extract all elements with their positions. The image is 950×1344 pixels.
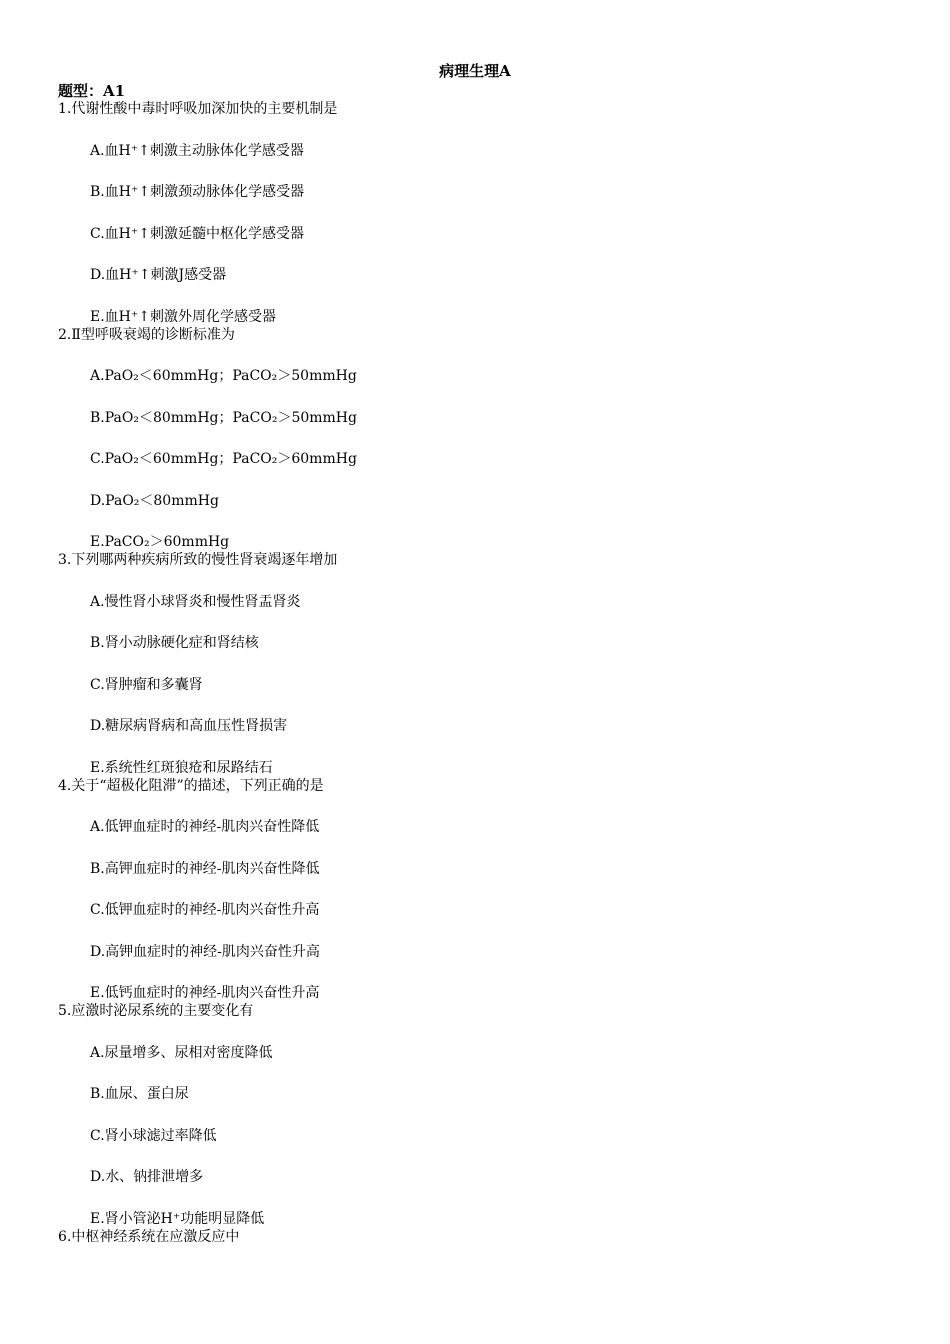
question-stem: 4.关于“超极化阻滞”的描述，下列正确的是 (58, 777, 324, 794)
answer-option: B.血尿、蛋白尿 (90, 1086, 189, 1102)
answer-option: D.水、钠排泄增多 (90, 1169, 204, 1185)
question-6 (58, 1228, 918, 1246)
answer-option: C.PaO₂＜60mmHg；PaCO₂＞60mmHg (90, 451, 357, 467)
document-title: 病理生理A (439, 62, 511, 80)
answer-option: E.低钙血症时的神经-肌肉兴奋性升高 (90, 985, 320, 1001)
question-stem: 6.中枢神经系统在应激反应中 (58, 1228, 240, 1245)
answer-option: E.PaCO₂＞60mmHg (90, 534, 230, 550)
option-list (58, 593, 918, 777)
option-list (58, 1044, 918, 1228)
question-4 (58, 777, 918, 1003)
question-3 (58, 551, 918, 777)
option-list (58, 367, 918, 551)
answer-option: C.肾小球滤过率降低 (90, 1127, 217, 1144)
answer-option: C.低钾血症时的神经-肌肉兴奋性升高 (90, 902, 320, 918)
option-list (58, 142, 918, 326)
question-5 (58, 1002, 918, 1228)
answer-option: A.PaO₂＜60mmHg；PaCO₂＞50mmHg (90, 368, 357, 384)
answer-option: A.血H⁺↑刺激主动脉体化学感受器 (90, 142, 304, 159)
question-list (58, 100, 918, 1246)
answer-option: E.血H⁺↑刺激外周化学感受器 (90, 308, 276, 325)
answer-option: E.系统性红斑狼疮和尿路结石 (90, 759, 273, 776)
answer-option: B.PaO₂＜80mmHg；PaCO₂＞50mmHg (90, 409, 357, 426)
question-type-label: 题型：A1 (58, 82, 126, 100)
question-stem: 3.下列哪两种疾病所致的慢性肾衰竭逐年增加 (58, 552, 338, 568)
answer-option: A.低钾血症时的神经-肌肉兴奋性降低 (90, 819, 320, 835)
question-stem: 2.Ⅱ型呼吸衰竭的诊断标准为 (58, 326, 235, 343)
answer-option: B.高钾血症时的神经-肌肉兴奋性降低 (90, 860, 320, 877)
question-stem: 5.应激时泌尿系统的主要变化有 (58, 1003, 254, 1019)
answer-option: D.高钾血症时的神经-肌肉兴奋性升高 (90, 943, 320, 960)
answer-option: D.糖尿病肾病和高血压性肾损害 (90, 718, 288, 734)
question-1 (58, 100, 918, 326)
option-list (58, 818, 918, 1002)
answer-option: C.肾肿瘤和多囊肾 (90, 676, 203, 693)
answer-option: B.肾小动脉硬化症和肾结核 (90, 635, 259, 651)
answer-option: D.PaO₂＜80mmHg (90, 492, 219, 509)
question-stem: 1.代谢性酸中毒时呼吸加深加快的主要机制是 (58, 101, 338, 117)
answer-option: B.血H⁺↑刺激颈动脉体化学感受器 (90, 184, 305, 200)
answer-option: A.慢性肾小球肾炎和慢性肾盂肾炎 (90, 593, 301, 610)
answer-option: C.血H⁺↑刺激延髓中枢化学感受器 (90, 225, 304, 242)
answer-option: D.血H⁺↑刺激J感受器 (90, 267, 227, 283)
question-2 (58, 326, 918, 552)
answer-option: E.肾小管泌H⁺功能明显降低 (90, 1210, 265, 1227)
answer-option: A.尿量增多、尿相对密度降低 (90, 1044, 273, 1061)
